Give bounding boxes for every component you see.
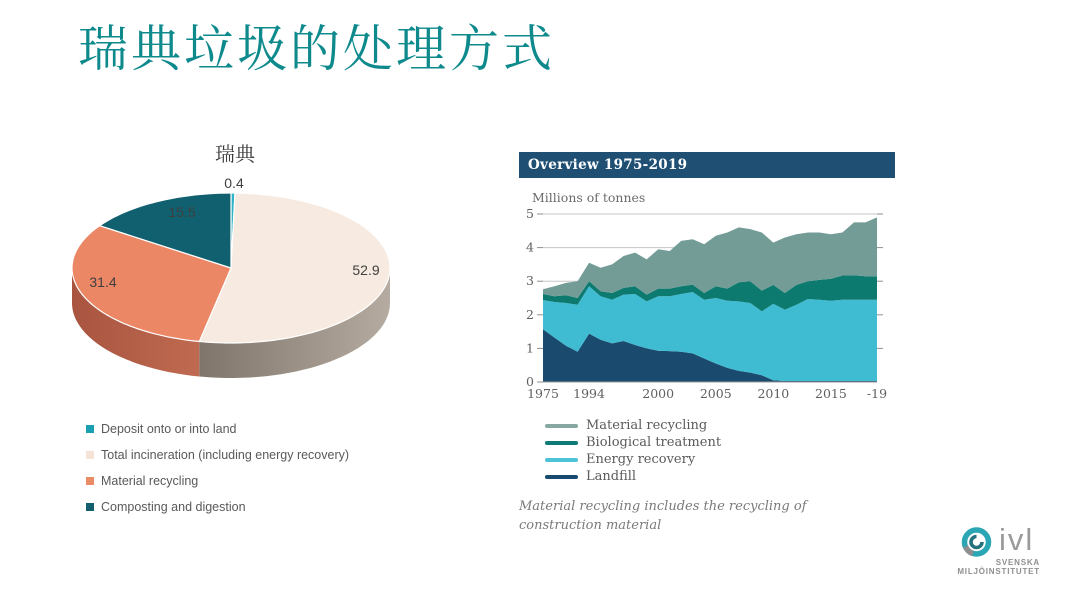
axis-tick-label: 2: [526, 306, 534, 322]
axis-tick-label: 1: [526, 340, 534, 356]
axis-tick-label: 0: [526, 374, 534, 389]
axis-tick-label: 5: [526, 206, 534, 221]
ivl-logo-line2: MILJÖINSTITUTET: [957, 567, 1040, 576]
pie-chart-title: 瑞典: [215, 142, 255, 166]
stacked-area-chart: [519, 205, 891, 405]
axis-tick-label: 2000: [642, 386, 675, 401]
legend-label-landfill: Landfill: [586, 469, 637, 484]
axis-tick-label: 4: [526, 239, 534, 255]
area-chart-y-axis-title: Millions of tonnes: [532, 190, 646, 205]
area-chart-header: [519, 152, 895, 178]
axis-tick-label: 2005: [699, 386, 732, 401]
area-legend-item-biological-treatment: [545, 434, 721, 451]
axis-tick-label: 3: [526, 273, 534, 289]
legend-label-biological-treatment: Biological treatment: [586, 435, 722, 450]
pie-value-label: 0.4: [224, 175, 244, 191]
pie-legend-item-deposit: [86, 416, 349, 442]
legend-label-energy-recovery: Energy recovery: [586, 452, 696, 467]
legend-label-material-recycling-area: Material recycling: [586, 418, 708, 433]
ivl-logo-text: ivl: [999, 522, 1035, 557]
legend-label-material-recycling: Material recycling: [101, 474, 199, 488]
axis-tick-label: 1994: [573, 386, 605, 401]
legend-swatch-deposit: [86, 425, 94, 433]
pie-legend: [86, 416, 349, 520]
legend-swatch-composting: [86, 503, 94, 511]
area-chart-legend: [545, 417, 721, 485]
legend-line-material-recycling: [545, 424, 578, 428]
axis-tick-label: -19: [866, 386, 888, 401]
area-chart-title: Overview 1975-2019: [528, 157, 688, 173]
pie-value-label: 52.9: [352, 262, 380, 278]
chart-footnote: Material recycling includes the recycling of construction material: [519, 499, 807, 533]
pie-legend-item-material-recycling: [86, 468, 349, 494]
legend-line-landfill: [545, 475, 578, 479]
legend-line-energy-recovery: [545, 458, 578, 462]
area-legend-item-material-recycling: [545, 417, 721, 434]
pie-legend-item-composting: [86, 494, 349, 520]
area-legend-item-energy-recovery: [545, 451, 721, 468]
pie-legend-item-incineration: [86, 442, 349, 468]
legend-swatch-incineration: [86, 451, 94, 459]
axis-tick-label: 2010: [757, 386, 790, 401]
slide-title: 瑞典垃圾的处理方式: [78, 20, 555, 78]
axis-tick-label: 1975: [527, 386, 559, 401]
legend-swatch-material-recycling: [86, 477, 94, 485]
pie-chart: [60, 170, 405, 385]
legend-label-composting: Composting and digestion: [101, 500, 246, 514]
legend-line-biological-treatment: [545, 441, 578, 445]
pie-value-label: 15.5: [168, 204, 196, 220]
pie-value-label: 31.4: [89, 274, 117, 290]
swirl-inner-arc: [971, 537, 982, 548]
axis-tick-label: 2015: [815, 386, 847, 401]
legend-label-incineration: Total incineration (including energy recovery): [101, 448, 350, 462]
ivl-swirl-icon: [957, 523, 997, 563]
area-legend-item-landfill: [545, 468, 721, 485]
legend-label-deposit: Deposit onto or into land: [101, 422, 237, 436]
ivl-logo-line1: SVENSKA: [995, 558, 1040, 567]
